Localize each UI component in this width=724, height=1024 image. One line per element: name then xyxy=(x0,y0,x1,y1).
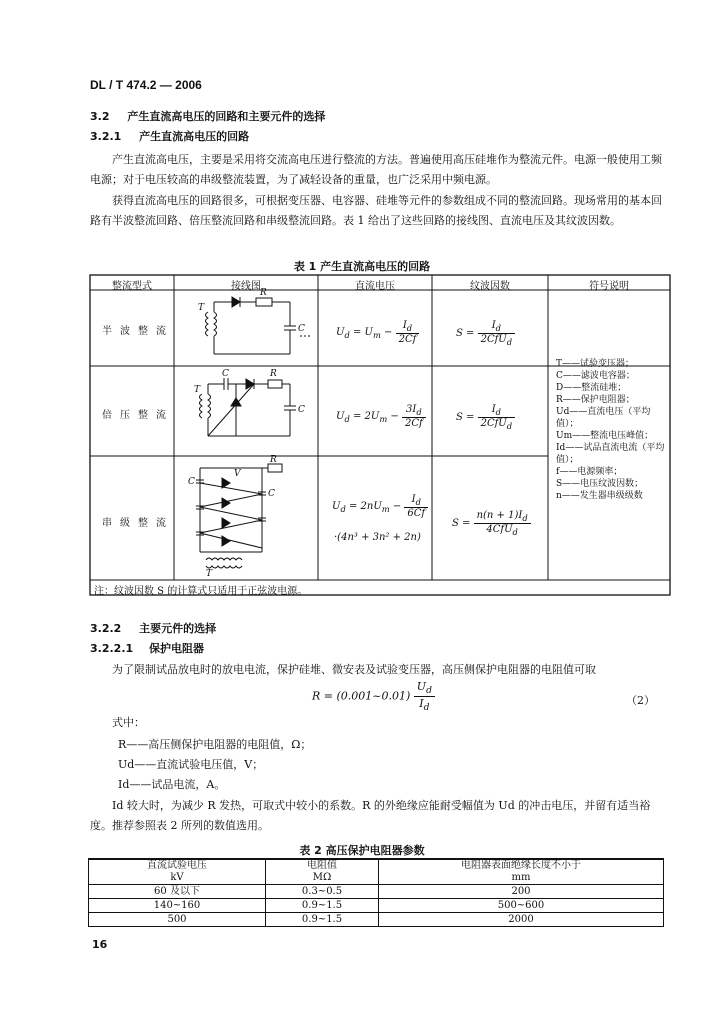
paragraph-1: 产生直流高电压，主要是采用将交流高电压进行整流的方法。普遍使用高压硅堆作为整流元件。电源一般使用工频电源；对于电压较高的串级整流装置，为了减轻设备的重量，也广泛采用中频电源。 xyxy=(90,153,662,186)
half-wave-circuit xyxy=(206,297,313,354)
label-T-1: T xyxy=(198,303,205,313)
label-C-1: C xyxy=(298,324,305,334)
ripple-formula-doubler: S = $\frac{I_d}{2CfU_d}$ xyxy=(456,404,515,431)
symbol-item: R——保护电阻器； xyxy=(556,395,635,405)
resistor-closing: Id 较大时，为减少 R 发热，可取式中较小的系数。R 的外绝缘应能耐受幅值为 Ud 的冲击电压，并留有适当裕度。推荐参照表 2 所列的数值选用。 xyxy=(90,799,651,832)
symbol-item: S——电压纹波因数； xyxy=(556,479,644,489)
paragraph-2: 获得直流高电压的回路很多，可根据变压器、电容器、硅堆等元件的参数组成不同的整流回路。现场常用的基本回路有半波整流回路、倍压整流回路和串级整流回路。表 1 给出了这些回路的接线图、直流电压及其纹波因数。 xyxy=(90,194,662,227)
page-number: 16 xyxy=(92,938,108,951)
table2-cell: 60 及以下 xyxy=(89,885,266,899)
symbol-item: Um——整流电压峰值； xyxy=(556,431,654,441)
table1-header-symbols: 符号说明 xyxy=(589,281,629,292)
table1-caption: 表 1 产生直流高电压的回路 xyxy=(293,260,431,273)
symbol-item: Ud——直流电压（平均值）； xyxy=(556,407,651,429)
row-type-voltage-doubler: 倍压整流 xyxy=(102,410,174,421)
label-T-2: T xyxy=(194,385,201,395)
table1-header-type: 整流型式 xyxy=(112,281,152,292)
voltage-formula-cascade: $U_d = 2nU_m$ − $\frac{I_d}{6Cf}$ xyxy=(332,494,428,519)
table2-cell: 2000 xyxy=(379,913,664,927)
label-R-1: R xyxy=(260,288,267,298)
where-label: 式中： xyxy=(112,716,145,729)
table2-caption: 表 2 高压保护电阻器参数 xyxy=(299,844,425,857)
section-title: 主要元件的选择 xyxy=(139,622,217,635)
section-number: 3.2.2.1 xyxy=(90,642,134,655)
table-row xyxy=(89,899,664,913)
table1-header-ripple: 纹波因数 xyxy=(470,281,510,292)
label-C-4: C xyxy=(188,477,195,487)
table2-cell: 500 xyxy=(89,913,266,927)
row-type-cascade: 串级整流 xyxy=(102,518,174,529)
section-3-2-2-1-heading xyxy=(90,640,204,656)
definition-item: Id——试品电流，A。 xyxy=(118,778,226,791)
table2-cell: 500~600 xyxy=(379,899,664,913)
definition-item: Ud——直流试验电压值，V； xyxy=(118,758,264,771)
table1-header-diagram: 接线图 xyxy=(231,281,261,292)
label-R-2: R xyxy=(270,369,277,379)
equation-2: R = (0.001~0.01) $\frac{U_d}{I_d}$ xyxy=(312,680,435,713)
table-row xyxy=(89,913,664,927)
table2-cell: 200 xyxy=(379,885,664,899)
resistor-intro: 为了限制试品放电时的放电电流，保护硅堆、微安表及试验变压器，高压侧保护电阻器的电阻值可取 xyxy=(112,663,596,676)
label-T-3: T xyxy=(206,569,213,579)
table1-header-voltage: 直流电压 xyxy=(355,281,395,292)
section-title: 产生直流高电压的回路和主要元件的选择 xyxy=(127,110,326,123)
definition-item: R——高压侧保护电阻器的电阻值，Ω； xyxy=(118,738,312,751)
table2-cell: 0.9~1.5 xyxy=(266,913,379,927)
voltage-formula-half-wave: $U_d = U_m$ − $\frac{I_d}{2Cf}$ xyxy=(336,320,419,345)
section-title: 产生直流高电压的回路 xyxy=(139,130,250,143)
symbol-item: D——整流硅堆； xyxy=(556,383,627,393)
label-C-5: C xyxy=(268,489,275,499)
symbol-item: n——发生器串级级数 xyxy=(556,491,643,501)
section-number: 3.2 xyxy=(90,110,110,123)
symbol-item: Id——试品直流电流（平均值）； xyxy=(556,443,665,465)
table2-cell: 0.3~0.5 xyxy=(266,885,379,899)
table2-cell: 0.9~1.5 xyxy=(266,899,379,913)
equation-number: （2） xyxy=(626,694,655,707)
label-C-2: C xyxy=(222,369,229,379)
section-3-2-2-heading xyxy=(90,620,216,636)
label-C-3: C xyxy=(298,405,305,415)
label-V-1: V xyxy=(234,469,241,479)
table1-note: 注：纹波因数 S 的计算式只适用于正弦波电源。 xyxy=(94,586,308,597)
table-row xyxy=(89,885,664,899)
symbol-item: C——滤波电容器； xyxy=(556,371,635,381)
table2-header-resistance: 电阻值 MΩ xyxy=(266,859,379,885)
cascade-circuit xyxy=(196,464,282,568)
section-number: 3.2.1 xyxy=(90,130,122,143)
document-id: DL / T 474.2 — 2006 xyxy=(90,78,202,92)
table2-header-voltage: 直流试验电压 kV xyxy=(89,859,266,885)
label-R-3: R xyxy=(270,455,277,465)
voltage-formula-cascade-line2: ·(4n³ + 3n² + 2n) xyxy=(334,532,421,543)
symbol-definitions xyxy=(556,358,668,502)
row-type-half-wave: 半波整流 xyxy=(102,326,174,337)
ripple-formula-half-wave: S = $\frac{I_d}{2CfU_d}$ xyxy=(456,320,515,347)
table2-header-row xyxy=(89,859,664,885)
table2-header-length: 电阻器表面绝缘长度不小于 mm xyxy=(379,859,664,885)
voltage-doubler-circuit xyxy=(200,378,297,436)
ripple-formula-cascade: S = $\frac{n(n + 1)I_d}{4CfU_d}$ xyxy=(452,510,531,537)
table2-cell: 140~160 xyxy=(89,899,266,913)
symbol-item: f——电源频率； xyxy=(556,467,623,477)
voltage-formula-doubler: $U_d = 2U_m$ − $\frac{3I_d}{2Cf}$ xyxy=(336,404,426,429)
section-number: 3.2.2 xyxy=(90,622,122,635)
section-title: 保护电阻器 xyxy=(149,642,204,655)
table2 xyxy=(88,858,664,927)
symbol-item: T——试验变压器； xyxy=(556,359,635,369)
